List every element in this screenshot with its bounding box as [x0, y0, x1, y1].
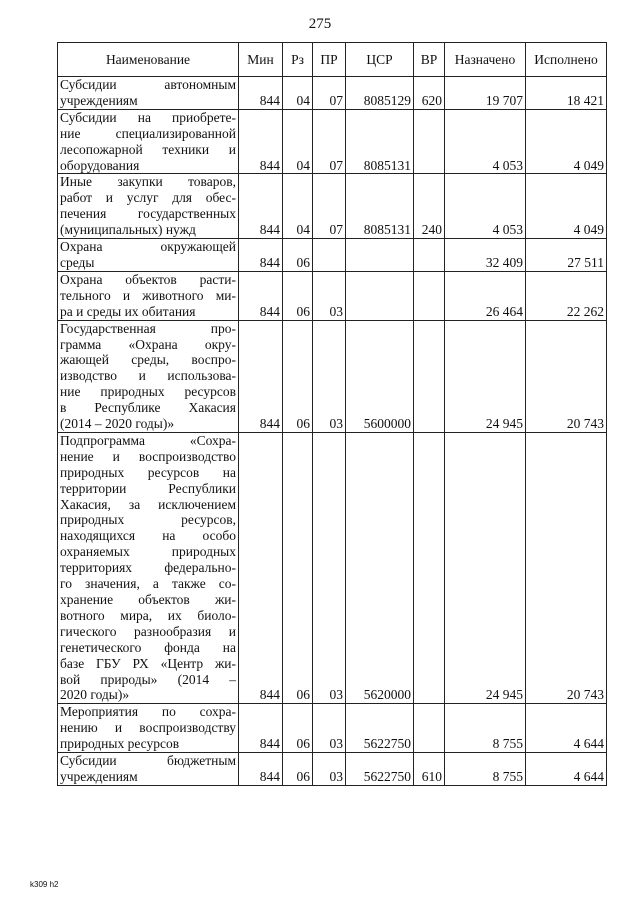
name-line: генетического фонда на	[60, 639, 236, 655]
cell-min: 844	[239, 432, 283, 703]
cell-min: 844	[239, 239, 283, 272]
name-line: жающей среды, воспро-	[60, 352, 236, 368]
cell-assigned: 8 755	[445, 704, 526, 753]
name-line: оборудования	[60, 157, 140, 173]
name-line: природных ресурсов на	[60, 464, 236, 480]
cell-csr: 5600000	[346, 320, 414, 432]
col-header-pr: ПР	[313, 43, 346, 77]
cell-assigned: 26 464	[445, 271, 526, 320]
cell-pr: 03	[313, 753, 346, 786]
cell-min: 844	[239, 174, 283, 239]
cell-csr: 5622750	[346, 704, 414, 753]
cell-csr	[346, 271, 414, 320]
cell-csr: 8085131	[346, 174, 414, 239]
cell-min: 844	[239, 77, 283, 110]
cell-rz: 06	[283, 704, 313, 753]
name-line: территории Республики	[60, 480, 236, 496]
cell-rz: 06	[283, 432, 313, 703]
name-line: территориях федерально-	[60, 560, 236, 576]
cell-rz: 06	[283, 239, 313, 272]
cell-rz: 04	[283, 109, 313, 174]
cell-pr: 07	[313, 174, 346, 239]
cell-name	[58, 239, 239, 272]
page-number: 275	[308, 16, 332, 32]
footer-code: k309 h2	[30, 880, 59, 889]
cell-vr	[414, 239, 445, 272]
name-line: Государственная про-	[60, 320, 236, 336]
cell-executed: 22 262	[526, 271, 607, 320]
name-line: природных ресурсов,	[60, 512, 236, 528]
cell-pr: 03	[313, 271, 346, 320]
name-line: находящихся на особо	[60, 528, 236, 544]
cell-name	[58, 271, 239, 320]
cell-pr: 07	[313, 77, 346, 110]
name-line: Охрана окружающей	[60, 239, 236, 255]
cell-csr: 8085129	[346, 77, 414, 110]
name-line: Мероприятия по сохра-	[60, 704, 236, 720]
cell-min: 844	[239, 109, 283, 174]
table-row	[58, 174, 607, 239]
table-row	[58, 77, 607, 110]
name-line: работ и услуг для обес-	[60, 190, 236, 206]
name-line: Иные закупки товаров,	[60, 174, 236, 190]
cell-rz: 04	[283, 174, 313, 239]
table-row	[58, 109, 607, 174]
name-line: изводство и использова-	[60, 368, 236, 384]
col-header-vr: ВР	[414, 43, 445, 77]
cell-csr: 5620000	[346, 432, 414, 703]
cell-assigned: 8 755	[445, 753, 526, 786]
cell-name	[58, 432, 239, 703]
table-row	[58, 704, 607, 753]
name-line: среды	[60, 254, 95, 270]
cell-pr: 03	[313, 432, 346, 703]
cell-assigned: 24 945	[445, 432, 526, 703]
cell-assigned: 32 409	[445, 239, 526, 272]
name-line: 2020 годы)»	[60, 687, 130, 703]
cell-assigned: 19 707	[445, 77, 526, 110]
cell-name	[58, 753, 239, 786]
col-header-name: Наименование	[58, 43, 239, 77]
table-row	[58, 239, 607, 272]
cell-pr	[313, 239, 346, 272]
name-line: ние природных ресурсов	[60, 384, 236, 400]
name-line: базе ГБУ РХ «Центр жи-	[60, 655, 236, 671]
name-line: ние специализированной	[60, 125, 236, 141]
cell-pr: 03	[313, 704, 346, 753]
cell-executed: 20 743	[526, 320, 607, 432]
cell-executed: 4 049	[526, 174, 607, 239]
cell-executed: 18 421	[526, 77, 607, 110]
cell-vr: 620	[414, 77, 445, 110]
cell-pr: 03	[313, 320, 346, 432]
table-row	[58, 271, 607, 320]
col-header-assigned: Назначено	[445, 43, 526, 77]
name-line: нение и воспроизводство	[60, 448, 236, 464]
cell-csr	[346, 239, 414, 272]
cell-min: 844	[239, 320, 283, 432]
cell-rz: 06	[283, 271, 313, 320]
name-line: ра и среды их обитания	[60, 303, 196, 319]
col-header-csr: ЦСР	[346, 43, 414, 77]
cell-csr: 5622750	[346, 753, 414, 786]
cell-vr	[414, 109, 445, 174]
name-line: печения государственных	[60, 206, 236, 222]
cell-rz: 04	[283, 77, 313, 110]
col-header-rz: Рз	[283, 43, 313, 77]
cell-assigned: 4 053	[445, 174, 526, 239]
cell-name	[58, 704, 239, 753]
name-line: нению и воспроизводству	[60, 720, 236, 736]
name-line: (муниципальных) нужд	[60, 222, 196, 238]
cell-vr	[414, 432, 445, 703]
table-row	[58, 320, 607, 432]
name-line: учреждениям	[60, 768, 138, 784]
cell-name	[58, 77, 239, 110]
name-line: вой природы» (2014 –	[60, 671, 236, 687]
cell-vr	[414, 320, 445, 432]
col-header-min: Мин	[239, 43, 283, 77]
cell-name	[58, 109, 239, 174]
name-line: (2014 – 2020 годы)»	[60, 416, 175, 432]
table-row	[58, 432, 607, 703]
name-line: природных ресурсов	[60, 736, 180, 752]
cell-assigned: 4 053	[445, 109, 526, 174]
header-row	[58, 43, 607, 77]
cell-executed: 4 644	[526, 753, 607, 786]
cell-rz: 06	[283, 753, 313, 786]
name-line: лесопожарной техники и	[60, 141, 236, 157]
cell-vr	[414, 704, 445, 753]
table-row	[58, 753, 607, 786]
name-line: Субсидии на приобрете-	[60, 109, 236, 125]
name-line: Подпрограмма «Сохра-	[60, 432, 236, 448]
name-line: Субсидии бюджетным	[60, 753, 236, 769]
budget-table	[57, 42, 607, 786]
name-line: хранение объектов жи-	[60, 592, 236, 607]
cell-executed: 4 644	[526, 704, 607, 753]
cell-executed: 27 511	[526, 239, 607, 272]
cell-vr: 610	[414, 753, 445, 786]
name-line: учреждениям	[60, 92, 138, 108]
name-line: тельного и животного ми-	[60, 287, 236, 303]
name-line: охраняемых природных	[60, 544, 236, 560]
cell-min: 844	[239, 271, 283, 320]
cell-csr: 8085131	[346, 109, 414, 174]
cell-name	[58, 320, 239, 432]
col-header-executed: Исполнено	[526, 43, 607, 77]
cell-pr: 07	[313, 109, 346, 174]
cell-vr: 240	[414, 174, 445, 239]
name-line: вотного мира, их биоло-	[60, 607, 236, 623]
name-line: Хакасия, за исключением	[60, 496, 236, 512]
cell-executed: 4 049	[526, 109, 607, 174]
name-line: го значения, а также со-	[60, 576, 236, 592]
name-line: Субсидии автономным	[60, 77, 236, 92]
cell-min: 844	[239, 753, 283, 786]
cell-vr	[414, 271, 445, 320]
name-line: Охрана объектов расти-	[60, 271, 236, 287]
name-line: в Республике Хакасия	[60, 400, 236, 416]
cell-name	[58, 174, 239, 239]
cell-rz: 06	[283, 320, 313, 432]
cell-assigned: 24 945	[445, 320, 526, 432]
cell-executed: 20 743	[526, 432, 607, 703]
name-line: грамма «Охрана окру-	[60, 336, 236, 352]
name-line: гического разнообразия и	[60, 623, 236, 639]
cell-min: 844	[239, 704, 283, 753]
